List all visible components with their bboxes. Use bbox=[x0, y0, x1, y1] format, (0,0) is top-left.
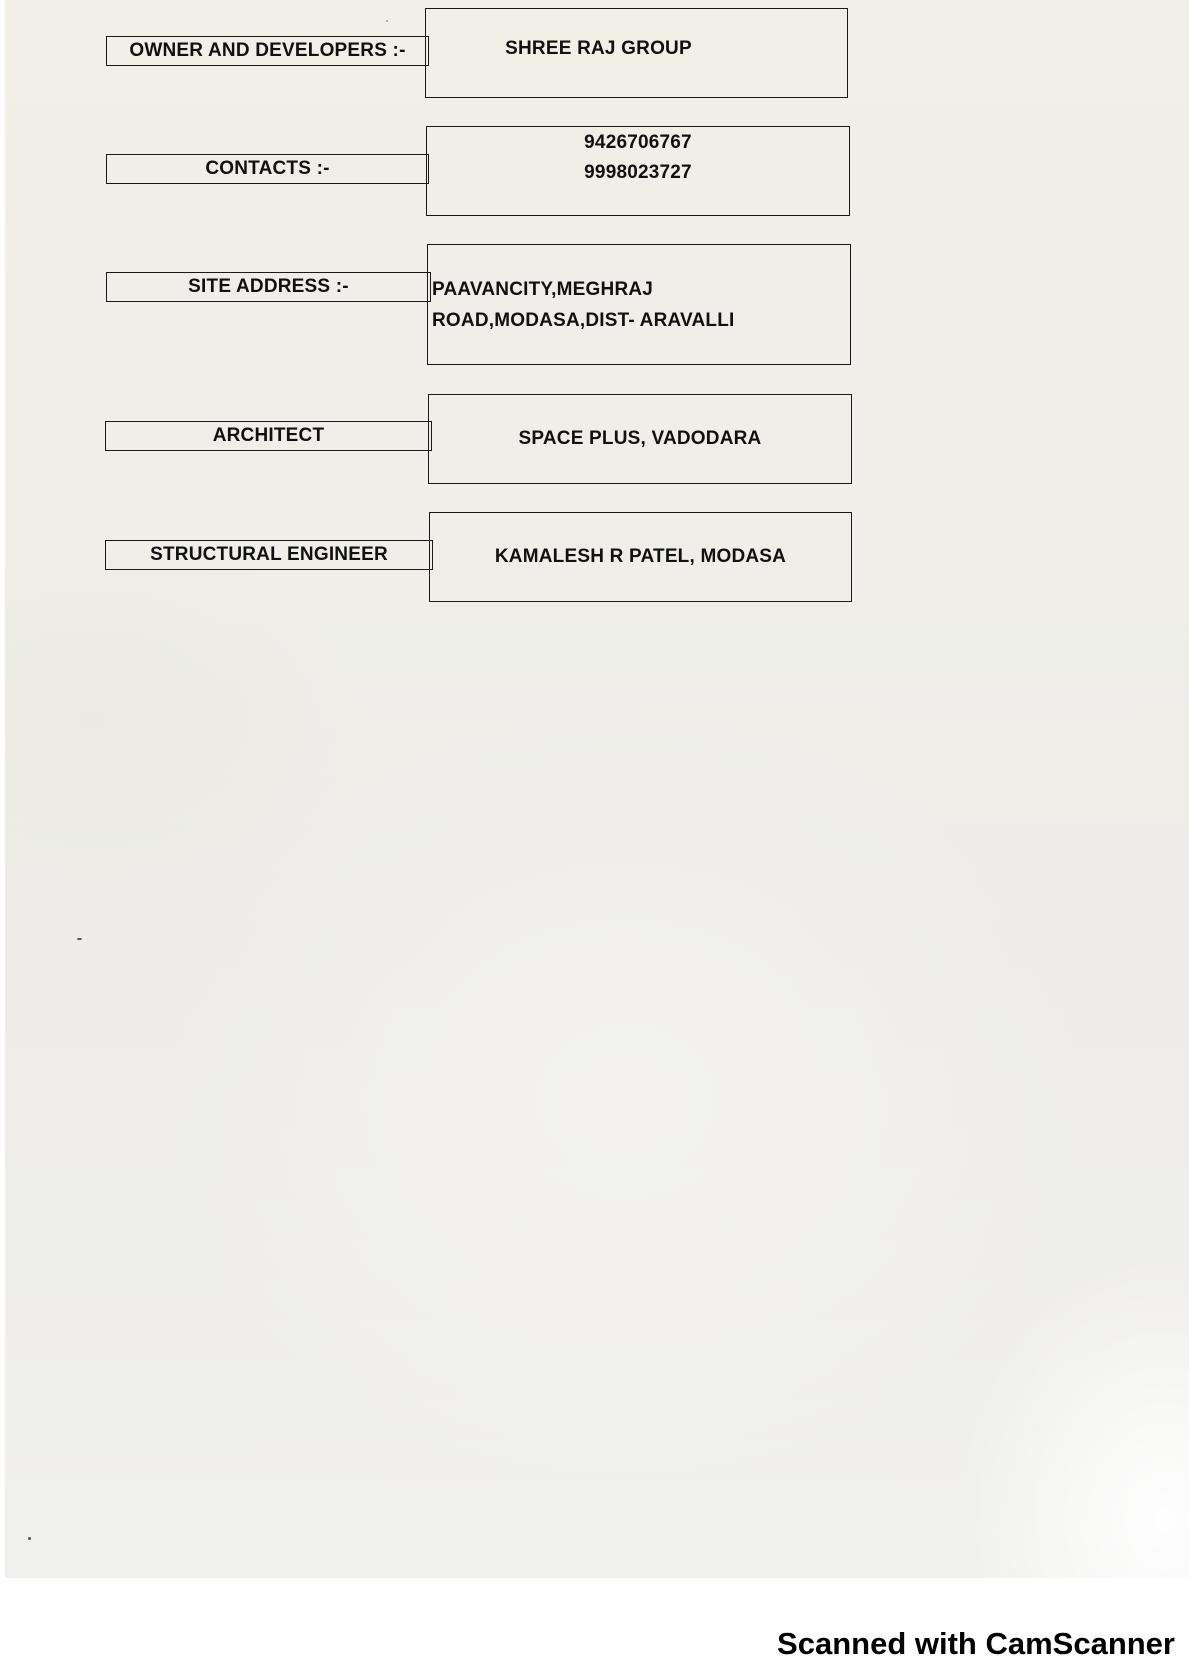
site-address-label bbox=[106, 272, 431, 302]
contacts-label-text: CONTACTS :- bbox=[205, 158, 330, 179]
camscanner-watermark: Scanned with CamScanner bbox=[777, 1626, 1175, 1661]
site-address-line-2: ROAD,MODASA,DIST- ARAVALLI bbox=[432, 310, 735, 331]
architect-value-box bbox=[428, 394, 852, 484]
scan-speck bbox=[77, 938, 82, 940]
site-address-label-text: SITE ADDRESS :- bbox=[188, 276, 349, 297]
scan-speck bbox=[386, 20, 388, 22]
owner-label-text: OWNER AND DEVELOPERS :- bbox=[129, 40, 406, 61]
owner-value-box bbox=[425, 8, 848, 98]
site-address-value-box bbox=[427, 244, 851, 365]
architect-label bbox=[105, 421, 432, 451]
architect-value: SPACE PLUS, VADODARA bbox=[518, 428, 762, 449]
owner-value: SHREE RAJ GROUP bbox=[505, 38, 692, 59]
contact-phone-2: 9998023727 bbox=[584, 162, 692, 183]
contact-phone-1: 9426706767 bbox=[584, 132, 692, 153]
scanned-page bbox=[5, 0, 1189, 1578]
contacts-value-box bbox=[426, 126, 850, 216]
contacts-label bbox=[106, 154, 429, 184]
owner-label bbox=[106, 36, 429, 66]
structural-engineer-value-box bbox=[429, 512, 852, 602]
structural-engineer-value: KAMALESH R PATEL, MODASA bbox=[494, 546, 787, 567]
structural-engineer-label bbox=[105, 540, 433, 570]
architect-label-text: ARCHITECT bbox=[212, 425, 325, 446]
site-address-line-1: PAAVANCITY,MEGHRAJ bbox=[432, 279, 654, 300]
structural-engineer-label-text: STRUCTURAL ENGINEER bbox=[150, 544, 388, 565]
scan-speck bbox=[28, 1537, 31, 1540]
